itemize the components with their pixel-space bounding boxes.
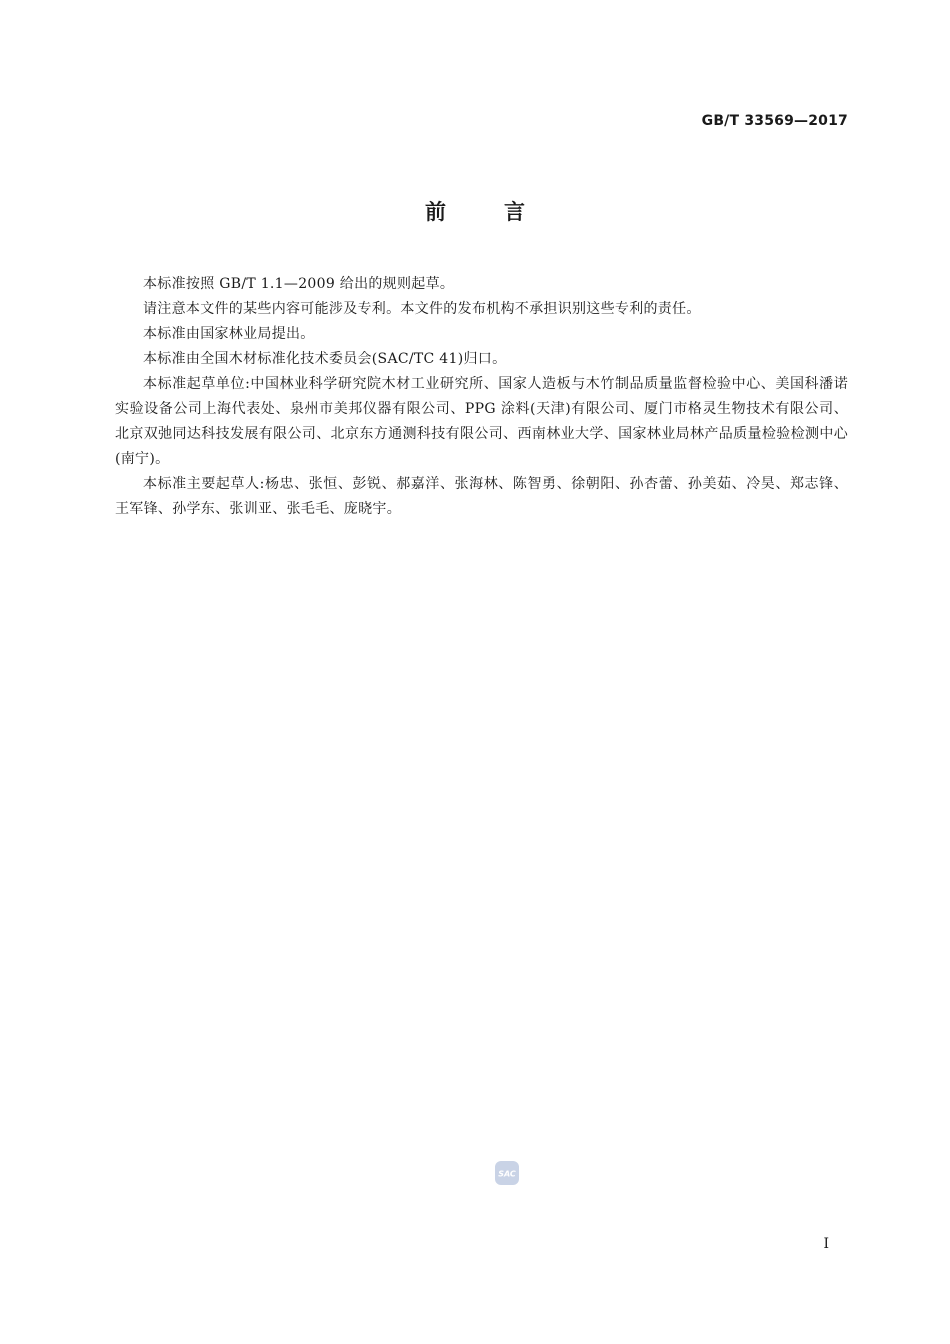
paragraph-drafting-rules: 本标准按照 GB/T 1.1—2009 给出的规则起草。 bbox=[143, 276, 455, 292]
standard-number: GB/T 33569—2017 bbox=[701, 113, 848, 129]
page-number: I bbox=[823, 1236, 829, 1252]
paragraph-administrator: 本标准由全国木材标准化技术委员会(SAC/TC 41)归口。 bbox=[143, 351, 507, 367]
paragraph-proposer: 本标准由国家林业局提出。 bbox=[143, 326, 315, 342]
svg-text:SAC: SAC bbox=[498, 1169, 516, 1179]
foreword-body bbox=[115, 272, 848, 522]
paragraph-drafters: 本标准主要起草人:杨忠、张恒、彭锐、郝嘉洋、张海林、陈智勇、徐朝阳、孙杏蕾、孙美茹、冷昊、郑志锋、王军锋、孙学东、张训亚、张毛毛、庞晓宇。 bbox=[115, 476, 848, 517]
sac-logo-icon bbox=[494, 1160, 520, 1186]
paragraph-patent-notice: 请注意本文件的某些内容可能涉及专利。本文件的发布机构不承担识别这些专利的责任。 bbox=[143, 301, 701, 317]
paragraph-drafting-units: 本标准起草单位:中国林业科学研究院木材工业研究所、国家人造板与木竹制品质量监督检验中心、美国科潘诺实验设备公司上海代表处、泉州市美邦仪器有限公司、PPG 涂料(天津)有限公司、厦门市格灵生物技术有限公司、北京双弛同达科技发展有限公司、北京东方通测科技有限公司、西南林业大学、国家林业局林产品质量检验检测中心(南宁)。 bbox=[115, 376, 848, 467]
page-title: 前言 bbox=[425, 200, 583, 224]
